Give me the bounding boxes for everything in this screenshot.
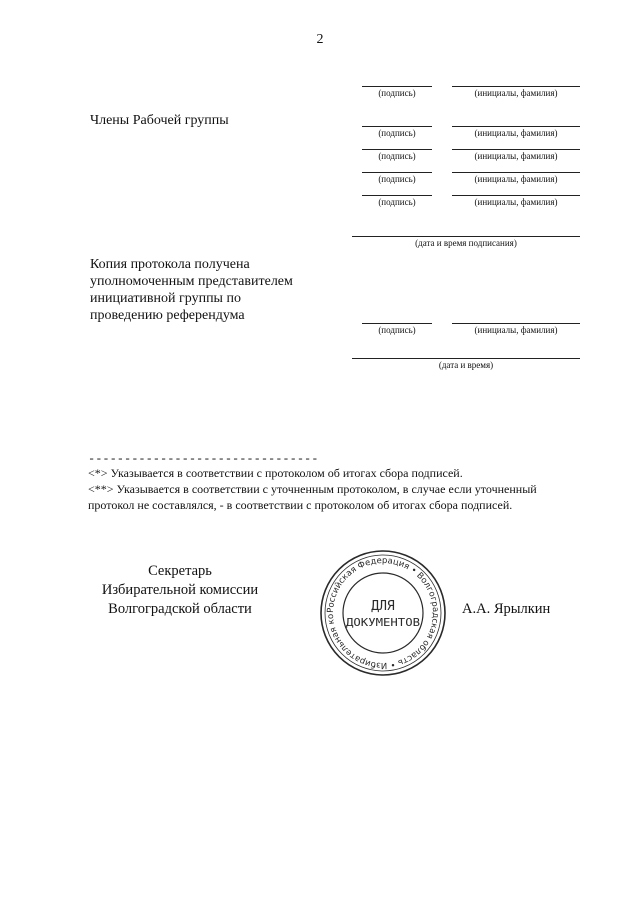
copy-received-line: Копия протокола получена — [90, 257, 250, 272]
stamp-center-line-2: ДОКУМЕНТОВ — [346, 617, 420, 629]
signature-line — [362, 126, 432, 127]
footnote-divider: -------------------------------- — [88, 452, 319, 466]
initials-caption: (инициалы, фамилия) — [474, 128, 558, 138]
initials-caption: (инициалы, фамилия) — [474, 88, 558, 98]
footnote-2-continued: протокол не составлялся, - в соответствии с протоколом об итогах сбора подписей. — [88, 498, 513, 512]
footnote-1: <*> Указывается в соответствии с протоколом об итогах сбора подписей. — [88, 466, 463, 480]
stamp-outer-text: Российская Федерация • Волгоградская область • Избирательная ко — [325, 555, 441, 671]
initials-line — [452, 126, 580, 127]
copy-received-label — [90, 256, 293, 324]
copy-received-line: инициативной группы по — [90, 291, 241, 306]
page-number: 2 — [316, 32, 324, 47]
datetime-signing-caption: (дата и время подписания) — [415, 238, 517, 248]
initials-line — [452, 323, 580, 324]
signature-line — [362, 323, 432, 324]
initials-line — [452, 172, 580, 173]
signature-caption: (подпись) — [378, 174, 416, 184]
initials-caption: (инициалы, фамилия) — [474, 151, 558, 161]
signature-caption: (подпись) — [378, 128, 416, 138]
datetime-signing-line — [352, 236, 580, 237]
official-stamp — [318, 548, 448, 678]
stamp-center-line-1: ДЛЯ — [371, 599, 395, 614]
working-group-label: Члены Рабочей группы — [90, 113, 229, 128]
initials-line — [452, 195, 580, 196]
signature-caption: (подпись) — [378, 197, 416, 207]
stamp-seal-icon — [318, 548, 448, 678]
copy-received-line: уполномоченным представителем — [90, 274, 293, 289]
secretary-title — [60, 562, 300, 619]
secretary-name: А.А. Ярылкин — [462, 601, 551, 617]
signature-caption: (подпись) — [378, 325, 416, 335]
initials-caption: (инициалы, фамилия) — [474, 197, 558, 207]
signature-line — [362, 149, 432, 150]
footnote-2: <**> Указывается в соответствии с уточненным протоколом, в случае если уточненный — [88, 482, 537, 496]
initials-caption: (инициалы, фамилия) — [474, 325, 558, 335]
datetime-line — [352, 358, 580, 359]
secretary-line: Волгоградской области — [108, 601, 252, 617]
signature-line — [362, 195, 432, 196]
signature-caption: (подпись) — [378, 151, 416, 161]
secretary-line: Секретарь — [148, 563, 212, 579]
secretary-line: Избирательной комиссии — [101, 582, 259, 598]
datetime-caption: (дата и время) — [438, 360, 494, 370]
signature-line — [362, 172, 432, 173]
signature-line — [362, 86, 432, 87]
initials-line — [452, 86, 580, 87]
initials-caption: (инициалы, фамилия) — [474, 174, 558, 184]
signature-caption: (подпись) — [378, 88, 416, 98]
copy-received-line: проведению референдума — [90, 308, 245, 323]
initials-line — [452, 149, 580, 150]
